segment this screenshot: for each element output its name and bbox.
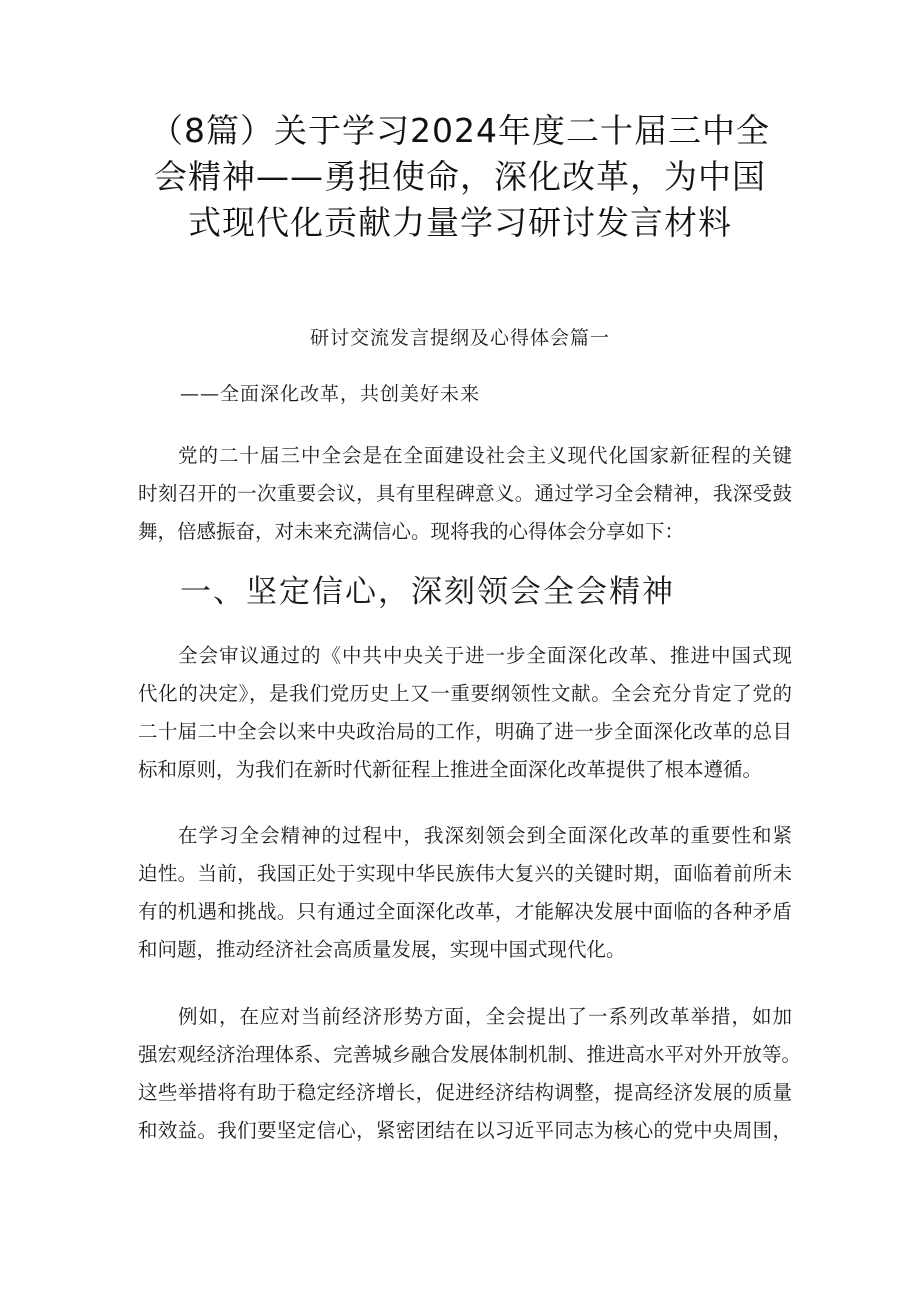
document-title [120,108,800,246]
text-line: 代化的决定》，是我们党历史上又一重要纲领性文献。全会充分肯定了党的 [138,682,792,705]
paragraph-decision [138,637,792,789]
text-line: 标和原则，为我们在新时代新征程上推进全面深化改革提供了根本遵循。 [138,758,763,781]
text-line: 在学习全会精神的过程中，我深刻领会到全面深化改革的重要性和紧 [178,824,792,847]
text-line: 例如，在应对当前经济形势方面，全会提出了一系列改革举措，如加 [178,1005,792,1028]
text-line: 这些举措将有助于稳定经济增长，促进经济结构调整，提高经济发展的质量 [138,1081,792,1104]
text-line: 迫性。当前，我国正处于实现中华民族伟大复兴的关键时期，面临着前所未 [138,862,792,885]
section-heading: 一、坚定信心，深刻领会全会精神 [180,574,675,610]
theme-line: ——全面深化改革，共创美好未来 [180,383,481,405]
text-line: 二十届二中全会以来中央政治局的工作，明确了进一步全面深化改革的总目 [138,720,792,743]
text-line: 有的机遇和挑战。只有通过全面深化改革，才能解决发展中面临的各种矛盾 [138,900,792,923]
text-line: 全会审议通过的《中共中央关于进一步全面深化改革、推进中国式现 [178,644,792,667]
paragraph-example [138,998,802,1150]
section-subtitle: 研讨交流发言提纲及心得体会篇一 [309,327,610,349]
text-line: 党的二十届三中全会是在全面建设社会主义现代化国家新征程的关键 [178,444,792,467]
title-line: （8篇）关于学习2024年度二十届三中全 [150,111,770,150]
paragraph-understanding [138,817,792,969]
paragraph-intro [138,437,792,551]
text-line: 和效益。我们要坚定信心，紧密团结在以习近平同志为核心的党中央周围， [138,1119,792,1142]
title-line: 会精神——勇担使命，深化改革，为中国 [154,157,766,196]
text-line: 时刻召开的一次重要会议，具有里程碑意义。通过学习全会精神，我深受鼓 [138,482,792,505]
title-line: 式现代化贡献力量学习研讨发言材料 [188,203,732,242]
text-line: 强宏观经济治理体系、完善城乡融合发展体制机制、推进高水平对外开放等。 [138,1043,802,1066]
text-line: 和问题，推动经济社会高质量发展，实现中国式现代化。 [138,938,626,961]
text-line: 舞，倍感振奋，对未来充满信心。现将我的心得体会分享如下： [138,520,685,543]
